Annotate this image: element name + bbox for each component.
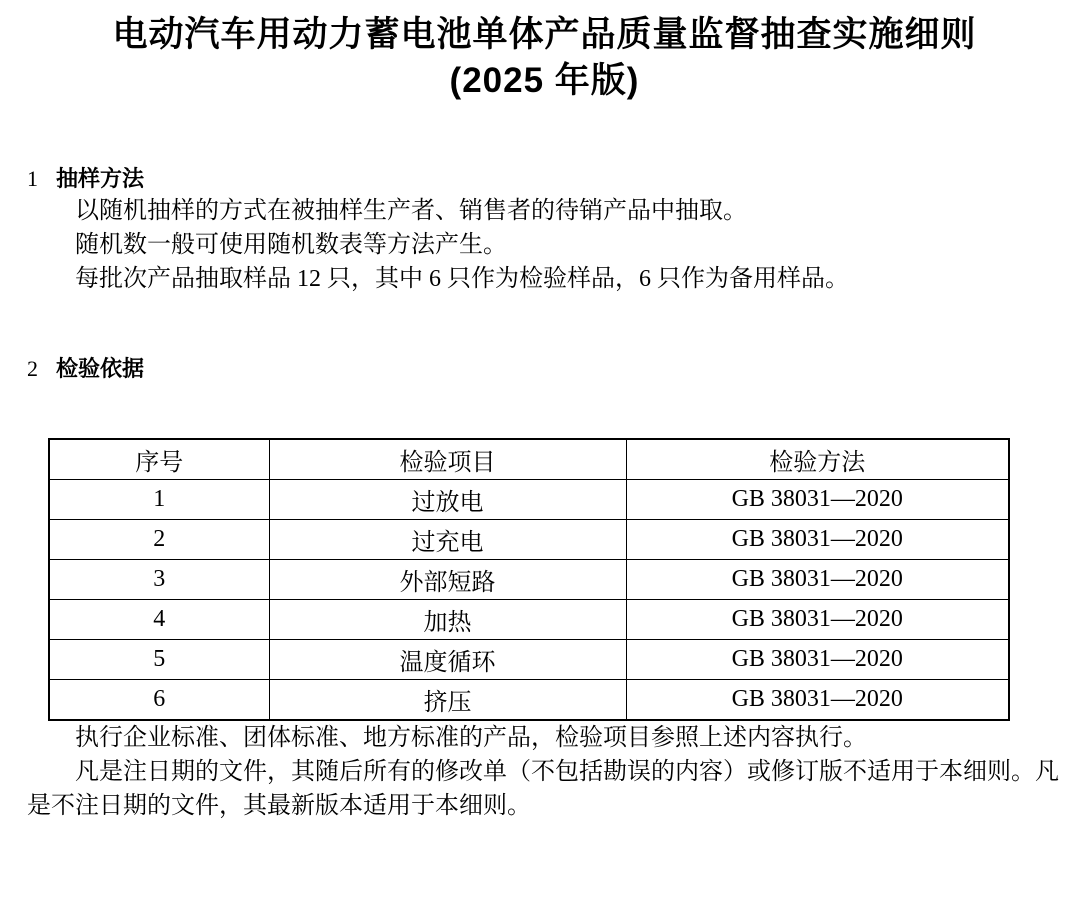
cell-inspection-method: GB 38031—2020 <box>626 600 1009 640</box>
cell-seq-no: 4 <box>49 600 269 640</box>
cell-inspection-item: 外部短路 <box>269 560 626 600</box>
table-row <box>49 680 1009 721</box>
note-standards-reference: 执行企业标准、团体标准、地方标准的产品，检验项目参照上述内容执行。 <box>75 725 867 751</box>
cell-seq-no: 5 <box>49 640 269 680</box>
cell-inspection-item: 挤压 <box>269 680 626 721</box>
section-heading-label: 抽样方法 <box>56 166 145 191</box>
cell-inspection-method: GB 38031—2020 <box>626 520 1009 560</box>
cell-seq-no: 6 <box>49 680 269 721</box>
table-header-row <box>49 439 1009 480</box>
table-row <box>49 640 1009 680</box>
paragraph-sampling-3: 每批次产品抽取样品 12 只，其中 6 只作为检验样品，6 只作为备用样品。 <box>75 266 849 292</box>
section-heading-sampling-method <box>27 164 1062 194</box>
document-title <box>27 12 1062 104</box>
inspection-basis-table <box>48 438 1010 721</box>
section-number: 2 <box>27 356 38 381</box>
section-heading-label: 检验依据 <box>56 356 145 381</box>
cell-inspection-method: GB 38031—2020 <box>626 680 1009 721</box>
section-number: 1 <box>27 166 38 191</box>
inspection-table-container <box>48 438 1062 721</box>
cell-inspection-method: GB 38031—2020 <box>626 480 1009 520</box>
table-row <box>49 480 1009 520</box>
cell-inspection-item: 过充电 <box>269 520 626 560</box>
cell-inspection-item: 过放电 <box>269 480 626 520</box>
cell-seq-no: 1 <box>49 480 269 520</box>
cell-inspection-item: 加热 <box>269 600 626 640</box>
document-title-line2: (2025 年版) <box>449 61 640 100</box>
table-row <box>49 600 1009 640</box>
column-header-inspection-method: 检验方法 <box>626 439 1009 480</box>
table-row <box>49 560 1009 600</box>
note-dated-documents: 凡是注日期的文件，其随后所有的修改单（不包括勘误的内容）或修订版不适用于本细则。凡是不注日期的文件，其最新版本适用于本细则。 <box>27 759 1059 819</box>
cell-seq-no: 3 <box>49 560 269 600</box>
column-header-inspection-item: 检验项目 <box>269 439 626 480</box>
section-heading-inspection-basis <box>27 354 1062 384</box>
cell-inspection-item: 温度循环 <box>269 640 626 680</box>
table-row <box>49 520 1009 560</box>
column-header-seq-no: 序号 <box>49 439 269 480</box>
cell-inspection-method: GB 38031—2020 <box>626 640 1009 680</box>
cell-seq-no: 2 <box>49 520 269 560</box>
paragraph-sampling-1: 以随机抽样的方式在被抽样生产者、销售者的待销产品中抽取。 <box>75 198 747 224</box>
cell-inspection-method: GB 38031—2020 <box>626 560 1009 600</box>
document-title-line1: 电动汽车用动力蓄电池单体产品质量监督抽查实施细则 <box>112 15 977 54</box>
paragraph-sampling-2: 随机数一般可使用随机数表等方法产生。 <box>75 232 507 258</box>
